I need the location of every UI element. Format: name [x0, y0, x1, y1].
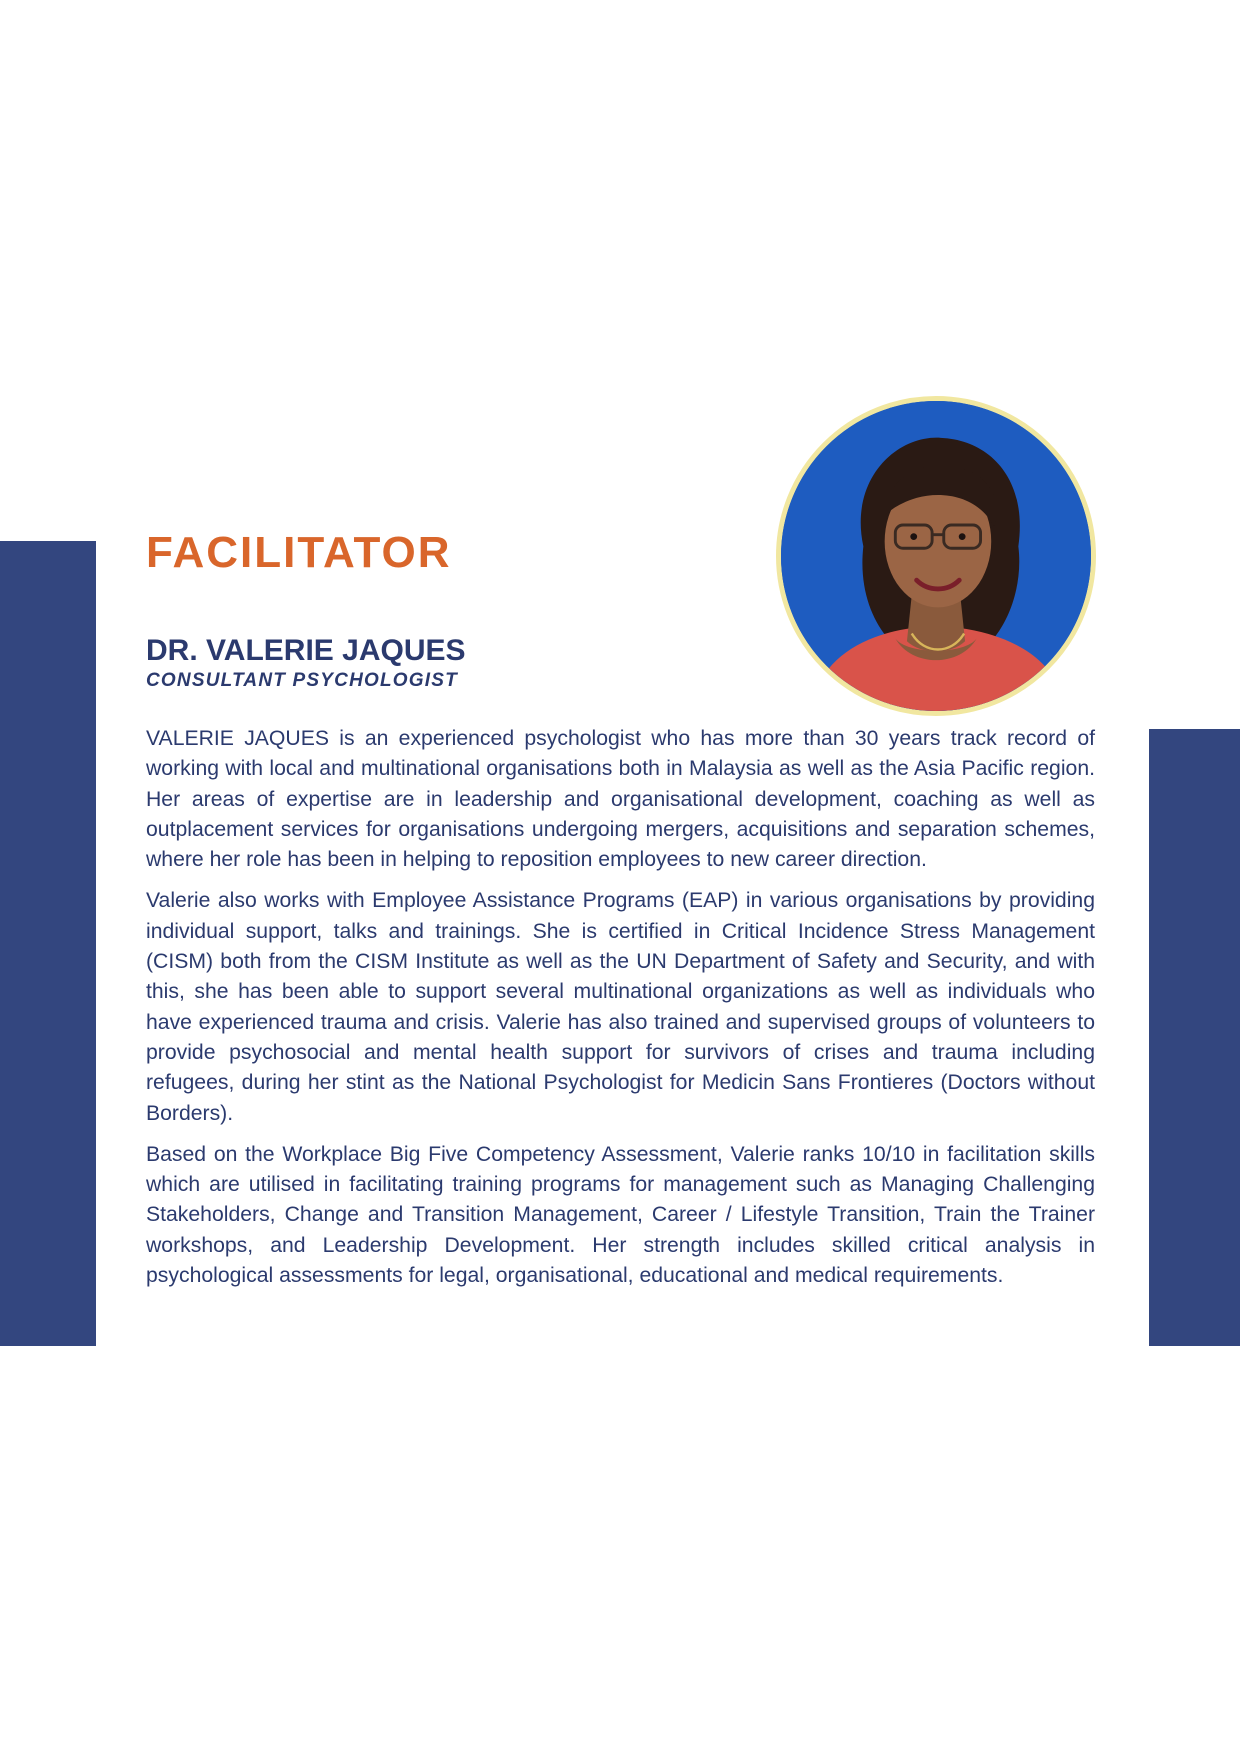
- bio-paragraph: Based on the Workplace Big Five Competency Assessment, Valerie ranks 10/10 in facilitation skills which are utilised in facilitating training programs for management such as Managing Challenging Stakeholders, Change and Transition Management, Career / Lifestyle Transition, Train the Trainer workshops, and Leadership Development. Her strength includes skilled critical analysis in psychological assessments for legal, organisational, educational and medical requirements.: [146, 1142, 1095, 1288]
- right-decorative-bar: [1149, 729, 1240, 1346]
- facilitator-name: DR. VALERIE JAQUES: [146, 634, 466, 667]
- portrait-illustration: [781, 401, 1091, 711]
- bio-text: [146, 724, 1095, 1302]
- bio-paragraph: Valerie also works with Employee Assistance Programs (EAP) in various organisations by providing individual support, talks and trainings. She is certified in Critical Incidence Stress Management (CISM) both from the CISM Institute as well as the UN Department of Safety and Security, and with this, she has been able to support several multinational organizations as well as individuals who have experienced trauma and crisis. Valerie has also trained and supervised groups of volunteers to provide psychosocial and mental health support for survivors of crises and trauma including refugees, during her stint as the National Psychologist for Medicin Sans Frontieres (Doctors without Borders).: [146, 889, 1095, 1125]
- section-heading: FACILITATOR: [146, 528, 452, 577]
- portrait-photo: [776, 396, 1096, 716]
- bio-paragraph: VALERIE JAQUES is an experienced psychologist who has more than 30 years track record of working with local and multinational organisations both in Malaysia as well as the Asia Pacific region. Her areas of expertise are in leadership and organisational development, coaching as well as outplacement services for organisations undergoing mergers, acquisitions and separation schemes, where her role has been in helping to reposition employees to new career direction.: [146, 727, 1095, 872]
- left-decorative-bar: [0, 541, 96, 1346]
- facilitator-title: CONSULTANT PSYCHOLOGIST: [146, 670, 458, 691]
